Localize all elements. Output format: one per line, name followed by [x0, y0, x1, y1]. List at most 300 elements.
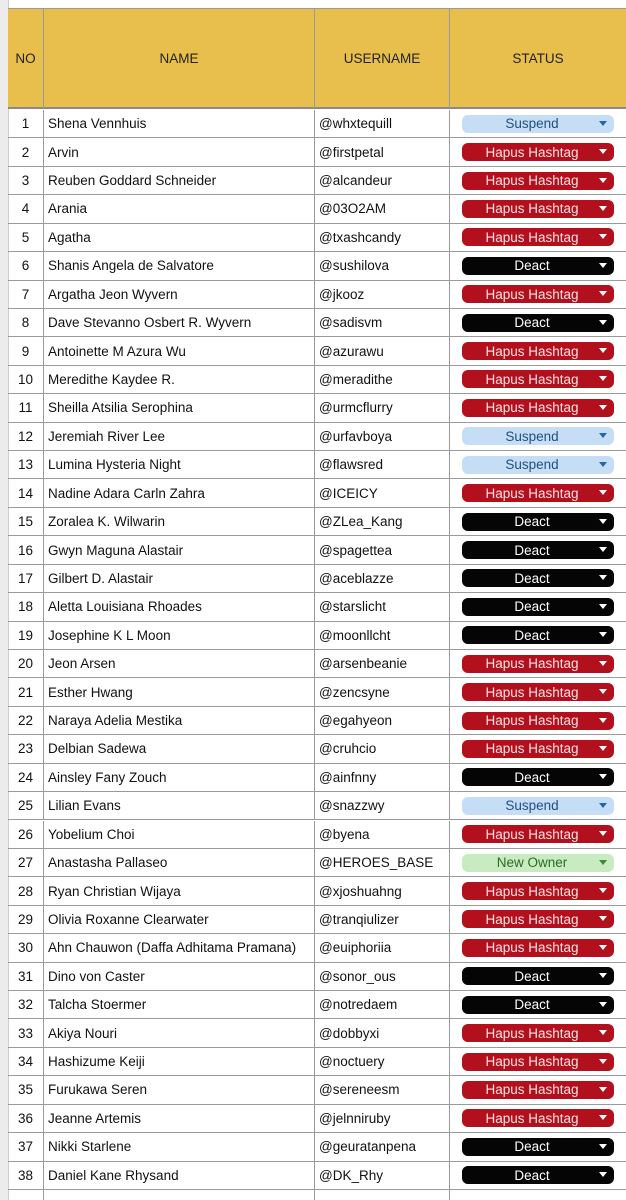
- cell-no[interactable]: 28: [8, 877, 44, 905]
- cell-no[interactable]: 36: [8, 1105, 44, 1133]
- table-row: [8, 508, 626, 536]
- status-label: Deact: [514, 570, 550, 586]
- table-row: [8, 735, 626, 763]
- cell-username[interactable]: @snazzwy: [315, 792, 450, 820]
- cell-name[interactable]: Sheilla Atsilia Serophina: [44, 394, 315, 422]
- cell-username[interactable]: @zencsyne: [315, 678, 450, 706]
- cell-username[interactable]: @alcandeur: [315, 167, 450, 195]
- cell-name[interactable]: Akiya Nouri: [44, 1019, 315, 1047]
- cell-name[interactable]: Esther Hwang: [44, 678, 315, 706]
- cell-no[interactable]: 16: [8, 536, 44, 564]
- cell-no[interactable]: 23: [8, 735, 44, 763]
- status-label: New Owner: [496, 855, 568, 871]
- status-label: Deact: [514, 542, 550, 558]
- status-dropdown[interactable]: [462, 513, 614, 531]
- chevron-down-icon: [599, 519, 607, 524]
- table-tail: [8, 1189, 626, 1200]
- status-label: Hapus Hashtag: [485, 400, 579, 416]
- cell-username[interactable]: @HEROES_BASE: [315, 849, 450, 877]
- status-label: Hapus Hashtag: [485, 229, 579, 245]
- cell-username[interactable]: @03O2AM: [315, 195, 450, 223]
- status-label: Deact: [514, 997, 550, 1013]
- cell-username[interactable]: @sushilova: [315, 252, 450, 280]
- status-label: Hapus Hashtag: [485, 883, 579, 899]
- table-row: [8, 991, 626, 1019]
- cell-username[interactable]: @starslicht: [315, 593, 450, 621]
- table-row: [8, 707, 626, 735]
- table-row: [8, 764, 626, 792]
- cell-name[interactable]: Ryan Christian Wijaya: [44, 877, 315, 905]
- cell-username[interactable]: @DK_Rhy: [315, 1162, 450, 1190]
- chevron-down-icon: [599, 746, 607, 751]
- cell-name[interactable]: Daniel Kane Rhysand: [44, 1162, 315, 1190]
- cell-username[interactable]: @aceblazze: [315, 565, 450, 593]
- status-dropdown[interactable]: [462, 456, 614, 474]
- cell-name[interactable]: Gwyn Maguna Alastair: [44, 536, 315, 564]
- cell-no[interactable]: 14: [8, 479, 44, 507]
- chevron-down-icon: [599, 263, 607, 268]
- cell-status: [450, 252, 626, 280]
- table-row: [8, 963, 626, 991]
- header-name[interactable]: NAME: [44, 8, 315, 109]
- table-row: [8, 451, 626, 479]
- status-label: Hapus Hashtag: [485, 1054, 579, 1070]
- table-row: [8, 167, 626, 195]
- status-dropdown[interactable]: [462, 939, 614, 957]
- cell-status: [450, 906, 626, 934]
- table-row: [8, 252, 626, 280]
- table-row: [8, 423, 626, 451]
- status-dropdown[interactable]: [462, 285, 614, 303]
- cell-username[interactable]: @arsenbeanie: [315, 650, 450, 678]
- chevron-down-icon: [599, 490, 607, 495]
- cell-username[interactable]: @noctuery: [315, 1048, 450, 1076]
- cell-name[interactable]: Arania: [44, 195, 315, 223]
- status-label: Hapus Hashtag: [485, 684, 579, 700]
- status-dropdown[interactable]: [462, 172, 614, 190]
- cell-status: [450, 991, 626, 1019]
- table-row: [8, 536, 626, 564]
- chevron-down-icon: [599, 689, 607, 694]
- cell-status: [450, 451, 626, 479]
- status-label: Deact: [514, 315, 550, 331]
- status-dropdown[interactable]: [462, 115, 614, 133]
- status-label: Hapus Hashtag: [485, 911, 579, 927]
- cell-username[interactable]: @tranqiulizer: [315, 906, 450, 934]
- cell-status: [450, 337, 626, 365]
- cell-username[interactable]: @spagettea: [315, 536, 450, 564]
- cell-name[interactable]: Naraya Adelia Mestika: [44, 707, 315, 735]
- chevron-down-icon: [599, 178, 607, 183]
- status-dropdown[interactable]: [462, 740, 614, 758]
- cell-name[interactable]: Zoralea K. Wilwarin: [44, 508, 315, 536]
- cell-no[interactable]: 26: [8, 821, 44, 849]
- status-dropdown[interactable]: [462, 598, 614, 616]
- cell-name[interactable]: Nadine Adara Carln Zahra: [44, 479, 315, 507]
- status-label: Hapus Hashtag: [485, 713, 579, 729]
- cell-name[interactable]: Furukawa Seren: [44, 1076, 315, 1104]
- cell-username[interactable]: @sonor_ous: [315, 963, 450, 991]
- cell-name[interactable]: Dave Stevanno Osbert R. Wyvern: [44, 309, 315, 337]
- cell-status: [450, 849, 626, 877]
- status-label: Deact: [514, 1139, 550, 1155]
- cell-no[interactable]: 20: [8, 650, 44, 678]
- status-dropdown[interactable]: [462, 996, 614, 1014]
- cell-name[interactable]: Olivia Roxanne Clearwater: [44, 906, 315, 934]
- cell-status: [450, 565, 626, 593]
- cell-name[interactable]: Arvin: [44, 138, 315, 166]
- table-row: [8, 394, 626, 422]
- cell-username[interactable]: @euiphoriia: [315, 934, 450, 962]
- cell-no[interactable]: 13: [8, 451, 44, 479]
- cell-username[interactable]: @urfavboya: [315, 423, 450, 451]
- table-row: [8, 138, 626, 166]
- cell-username[interactable]: @notredaem: [315, 991, 450, 1019]
- table-row: [8, 622, 626, 650]
- cell-no[interactable]: 17: [8, 565, 44, 593]
- table-row: [8, 281, 626, 309]
- cell-name[interactable]: Argatha Jeon Wyvern: [44, 281, 315, 309]
- status-label: Suspend: [505, 116, 559, 132]
- status-label: Deact: [514, 769, 550, 785]
- cell-name[interactable]: Jeanne Artemis: [44, 1105, 315, 1133]
- header-no[interactable]: NO: [8, 8, 44, 109]
- status-dropdown[interactable]: [462, 228, 614, 246]
- cell-name[interactable]: Aletta Louisiana Rhoades: [44, 593, 315, 621]
- table-row: [8, 849, 626, 877]
- status-label: Hapus Hashtag: [485, 1082, 579, 1098]
- cell-username[interactable]: @xjoshuahng: [315, 877, 450, 905]
- table-row: [8, 1105, 626, 1133]
- cell-no[interactable]: 3: [8, 167, 44, 195]
- chevron-down-icon: [599, 1059, 607, 1064]
- table-row: [8, 195, 626, 223]
- cell-no[interactable]: 11: [8, 394, 44, 422]
- cell-status: [450, 1076, 626, 1104]
- cell-username[interactable]: @moonllcht: [315, 622, 450, 650]
- status-label: Hapus Hashtag: [485, 144, 579, 160]
- chevron-down-icon: [599, 916, 607, 921]
- status-label: Hapus Hashtag: [485, 826, 579, 842]
- status-label: Deact: [514, 514, 550, 530]
- status-dropdown[interactable]: [462, 825, 614, 843]
- chevron-down-icon: [599, 604, 607, 609]
- chevron-down-icon: [599, 1087, 607, 1092]
- chevron-down-icon: [599, 774, 607, 779]
- cell-no[interactable]: 25: [8, 792, 44, 820]
- status-dropdown[interactable]: [462, 342, 614, 360]
- cell-no[interactable]: 5: [8, 224, 44, 252]
- cell-status: [450, 735, 626, 763]
- status-label: Suspend: [505, 457, 559, 473]
- cell-status: [450, 423, 626, 451]
- cell-no[interactable]: 7: [8, 281, 44, 309]
- status-dropdown[interactable]: [462, 797, 614, 815]
- status-dropdown[interactable]: [462, 1053, 614, 1071]
- table-row: [8, 821, 626, 849]
- cell-username[interactable]: @geuratanpena: [315, 1133, 450, 1161]
- status-label: Suspend: [505, 428, 559, 444]
- cell-no[interactable]: 34: [8, 1048, 44, 1076]
- status-label: Hapus Hashtag: [485, 485, 579, 501]
- cell-no[interactable]: 15: [8, 508, 44, 536]
- cell-name[interactable]: Josephine K L Moon: [44, 622, 315, 650]
- cell-name[interactable]: Nikki Starlene: [44, 1133, 315, 1161]
- cell-status: [450, 1105, 626, 1133]
- cell-username[interactable]: @cruhcio: [315, 735, 450, 763]
- cell-status: [450, 821, 626, 849]
- status-dropdown[interactable]: [462, 427, 614, 445]
- table-row: [8, 479, 626, 507]
- table-row: [8, 110, 626, 138]
- table-row: [8, 906, 626, 934]
- cell-username[interactable]: @jelnniruby: [315, 1105, 450, 1133]
- status-label: Deact: [514, 599, 550, 615]
- status-dropdown[interactable]: [462, 1024, 614, 1042]
- cell-no[interactable]: 4: [8, 195, 44, 223]
- cell-status: [450, 167, 626, 195]
- cell-status: [450, 394, 626, 422]
- table-row: [8, 877, 626, 905]
- cell-status: [450, 138, 626, 166]
- status-label: Suspend: [505, 798, 559, 814]
- cell-username[interactable]: @ZLea_Kang: [315, 508, 450, 536]
- status-label: Deact: [514, 968, 550, 984]
- cell-status: [450, 110, 626, 138]
- header-row: [8, 8, 626, 109]
- cell-no[interactable]: 22: [8, 707, 44, 735]
- cell-status: [450, 678, 626, 706]
- status-dropdown[interactable]: [462, 910, 614, 928]
- status-dropdown[interactable]: [462, 569, 614, 587]
- chevron-down-icon: [599, 234, 607, 239]
- cell-status: [450, 536, 626, 564]
- status-dropdown[interactable]: [462, 1109, 614, 1127]
- cell-name[interactable]: Delbian Sadewa: [44, 735, 315, 763]
- cell-no[interactable]: 8: [8, 309, 44, 337]
- status-dropdown[interactable]: [462, 712, 614, 730]
- chevron-down-icon: [599, 348, 607, 353]
- status-label: Deact: [514, 627, 550, 643]
- status-dropdown[interactable]: [462, 314, 614, 332]
- chevron-down-icon: [599, 803, 607, 808]
- cell-no[interactable]: 30: [8, 934, 44, 962]
- status-dropdown[interactable]: [462, 200, 614, 218]
- cell-no[interactable]: 33: [8, 1019, 44, 1047]
- cell-name[interactable]: Jeremiah River Lee: [44, 423, 315, 451]
- chevron-down-icon: [599, 433, 607, 438]
- cell-no[interactable]: 18: [8, 593, 44, 621]
- status-label: Deact: [514, 1167, 550, 1183]
- cell-status: [450, 934, 626, 962]
- cell-status: [450, 764, 626, 792]
- cell-no[interactable]: 6: [8, 252, 44, 280]
- cell-name[interactable]: Gilbert D. Alastair: [44, 565, 315, 593]
- table-row: [8, 934, 626, 962]
- status-label: Hapus Hashtag: [485, 343, 579, 359]
- table-row: [8, 309, 626, 337]
- cell-username[interactable]: @txashcandy: [315, 224, 450, 252]
- cell-name[interactable]: Hashizume Keiji: [44, 1048, 315, 1076]
- cell-status: [450, 195, 626, 223]
- status-dropdown[interactable]: [462, 854, 614, 872]
- cell-status: [450, 366, 626, 394]
- table-row: [8, 650, 626, 678]
- status-label: Hapus Hashtag: [485, 1110, 579, 1126]
- status-dropdown[interactable]: [462, 1138, 614, 1156]
- status-dropdown[interactable]: [462, 541, 614, 559]
- cell-name[interactable]: Anastasha Pallaseo: [44, 849, 315, 877]
- cell-username[interactable]: @whxtequill: [315, 110, 450, 138]
- cell-no[interactable]: 10: [8, 366, 44, 394]
- cell-no[interactable]: 35: [8, 1076, 44, 1104]
- cell-username[interactable]: @ainfnny: [315, 764, 450, 792]
- status-dropdown[interactable]: [462, 1081, 614, 1099]
- cell-name[interactable]: Jeon Arsen: [44, 650, 315, 678]
- table-row: [8, 224, 626, 252]
- cell-name[interactable]: Shena Vennhuis: [44, 110, 315, 138]
- table-row: [8, 1076, 626, 1104]
- status-dropdown[interactable]: [462, 399, 614, 417]
- status-dropdown[interactable]: [462, 1166, 614, 1184]
- status-dropdown[interactable]: [462, 882, 614, 900]
- chevron-down-icon: [599, 973, 607, 978]
- chevron-down-icon: [599, 376, 607, 381]
- status-dropdown[interactable]: [462, 257, 614, 275]
- chevron-down-icon: [599, 1002, 607, 1007]
- cell-status: [450, 281, 626, 309]
- status-dropdown[interactable]: [462, 967, 614, 985]
- cell-name[interactable]: Shanis Angela de Salvatore: [44, 252, 315, 280]
- cell-username[interactable]: @byena: [315, 821, 450, 849]
- status-dropdown[interactable]: [462, 626, 614, 644]
- cell-username[interactable]: @egahyeon: [315, 707, 450, 735]
- header-username[interactable]: USERNAME: [315, 8, 450, 109]
- cell-username[interactable]: @firstpetal: [315, 138, 450, 166]
- cell-no[interactable]: 1: [8, 110, 44, 138]
- cell-username[interactable]: @urmcflurry: [315, 394, 450, 422]
- chevron-down-icon: [599, 831, 607, 836]
- chevron-down-icon: [599, 632, 607, 637]
- status-dropdown[interactable]: [462, 655, 614, 673]
- cell-username[interactable]: @jkooz: [315, 281, 450, 309]
- chevron-down-icon: [599, 1144, 607, 1149]
- status-dropdown[interactable]: [462, 370, 614, 388]
- chevron-down-icon: [599, 1115, 607, 1120]
- cell-username[interactable]: @sereneesm: [315, 1076, 450, 1104]
- cell-no[interactable]: 27: [8, 849, 44, 877]
- cell-no[interactable]: 32: [8, 991, 44, 1019]
- status-label: Hapus Hashtag: [485, 1025, 579, 1041]
- cell-name[interactable]: Lilian Evans: [44, 792, 315, 820]
- status-label: Hapus Hashtag: [485, 286, 579, 302]
- table-row: [8, 1162, 626, 1190]
- cell-status: [450, 1133, 626, 1161]
- cell-username[interactable]: @azurawu: [315, 337, 450, 365]
- table-row: [8, 337, 626, 365]
- table-row: [8, 1019, 626, 1047]
- cell-no[interactable]: 37: [8, 1133, 44, 1161]
- chevron-down-icon: [599, 661, 607, 666]
- chevron-down-icon: [599, 320, 607, 325]
- cell-no[interactable]: 12: [8, 423, 44, 451]
- chevron-down-icon: [599, 291, 607, 296]
- cell-no[interactable]: 24: [8, 764, 44, 792]
- cell-status: [450, 792, 626, 820]
- status-label: Deact: [514, 258, 550, 274]
- cell-no[interactable]: 2: [8, 138, 44, 166]
- cell-no[interactable]: 19: [8, 622, 44, 650]
- cell-no[interactable]: 9: [8, 337, 44, 365]
- status-dropdown[interactable]: [462, 484, 614, 502]
- cell-status: [450, 1048, 626, 1076]
- cell-status: [450, 479, 626, 507]
- cell-name[interactable]: Reuben Goddard Schneider: [44, 167, 315, 195]
- status-label: Hapus Hashtag: [485, 201, 579, 217]
- chevron-down-icon: [599, 888, 607, 893]
- cell-status: [450, 707, 626, 735]
- status-label: Hapus Hashtag: [485, 940, 579, 956]
- header-status[interactable]: STATUS: [450, 8, 626, 109]
- cell-username[interactable]: @ICEICY: [315, 479, 450, 507]
- chevron-down-icon: [599, 1030, 607, 1035]
- cell-status: [450, 593, 626, 621]
- chevron-down-icon: [599, 121, 607, 126]
- cell-name[interactable]: Lumina Hysteria Night: [44, 451, 315, 479]
- cell-status: [450, 963, 626, 991]
- cell-no[interactable]: 29: [8, 906, 44, 934]
- cell-username[interactable]: @flawsred: [315, 451, 450, 479]
- status-label: Hapus Hashtag: [485, 656, 579, 672]
- status-label: Hapus Hashtag: [485, 371, 579, 387]
- cell-status: [450, 622, 626, 650]
- cell-name[interactable]: Meredithe Kaydee R.: [44, 366, 315, 394]
- status-dropdown[interactable]: [462, 683, 614, 701]
- cell-name[interactable]: Dino von Caster: [44, 963, 315, 991]
- chevron-down-icon: [599, 718, 607, 723]
- cell-no[interactable]: 38: [8, 1162, 44, 1190]
- cell-username[interactable]: @meradithe: [315, 366, 450, 394]
- cell-name[interactable]: Yobelium Choi: [44, 821, 315, 849]
- cell-username[interactable]: @dobbyxi: [315, 1019, 450, 1047]
- cell-name[interactable]: Ainsley Fany Zouch: [44, 764, 315, 792]
- cell-no[interactable]: 31: [8, 963, 44, 991]
- table-row: [8, 792, 626, 820]
- chevron-down-icon: [599, 575, 607, 580]
- cell-status: [450, 1162, 626, 1190]
- table-row: [8, 366, 626, 394]
- chevron-down-icon: [599, 149, 607, 154]
- table-row: [8, 1133, 626, 1161]
- chevron-down-icon: [599, 945, 607, 950]
- cell-name[interactable]: Talcha Stoermer: [44, 991, 315, 1019]
- status-dropdown[interactable]: [462, 768, 614, 786]
- cell-name[interactable]: Antoinette M Azura Wu: [44, 337, 315, 365]
- table-row: [8, 593, 626, 621]
- table-row: [8, 1048, 626, 1076]
- cell-status: [450, 650, 626, 678]
- cell-status: [450, 508, 626, 536]
- table-row: [8, 565, 626, 593]
- cell-status: [450, 309, 626, 337]
- cell-name[interactable]: Agatha: [44, 224, 315, 252]
- chevron-down-icon: [599, 860, 607, 865]
- cell-name[interactable]: Ahn Chauwon (Daffa Adhitama Pramana): [44, 934, 315, 962]
- cell-no[interactable]: 21: [8, 678, 44, 706]
- status-label: Hapus Hashtag: [485, 741, 579, 757]
- cell-username[interactable]: @sadisvm: [315, 309, 450, 337]
- status-dropdown[interactable]: [462, 143, 614, 161]
